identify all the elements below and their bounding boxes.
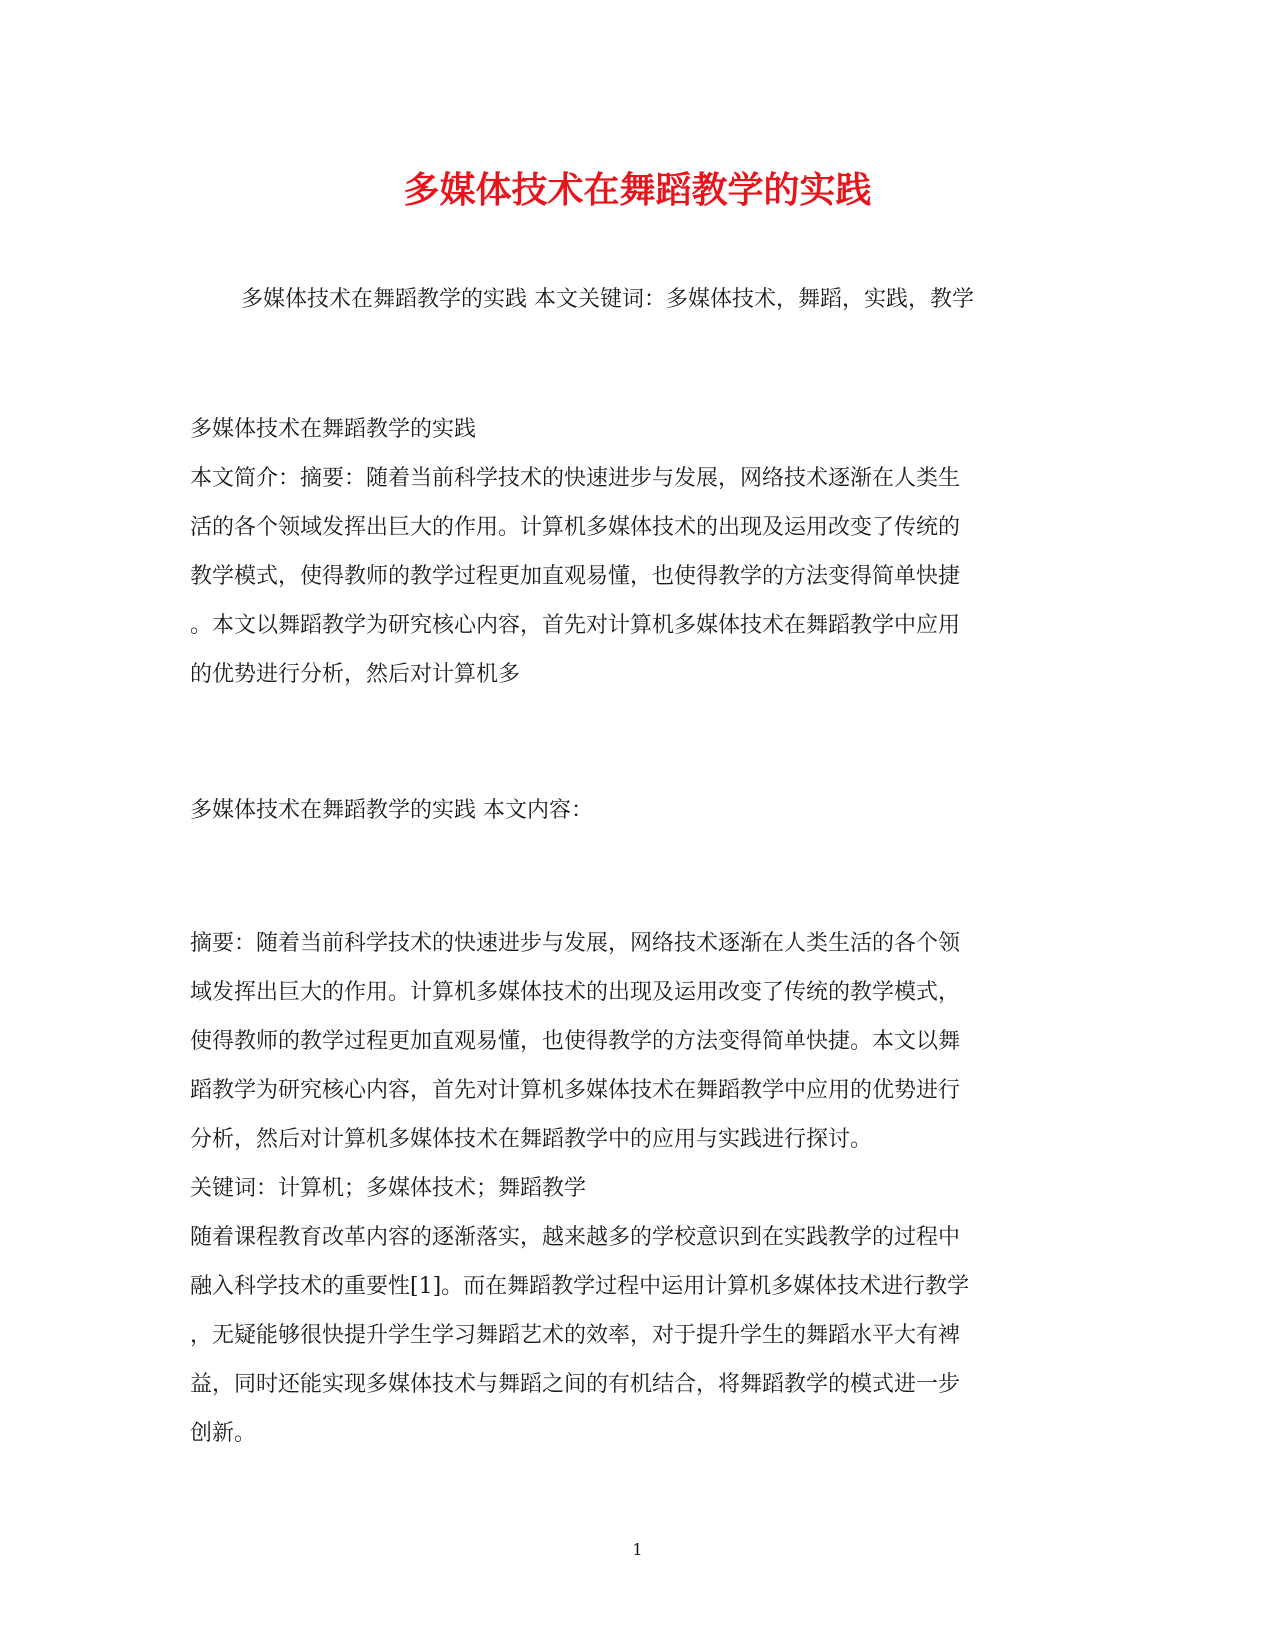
body-line: 创新。 — [190, 1421, 257, 1446]
intro-line: 本文简介：摘要：随着当前科学技术的快速进步与发展，网络技术逐渐在人类生 — [190, 466, 961, 491]
intro-line: 教学模式，使得教师的教学过程更加直观易懂，也使得教学的方法变得简单快捷 — [190, 564, 961, 589]
body-line: 摘要：随着当前科学技术的快速进步与发展，网络技术逐渐在人类生活的各个领 — [190, 931, 961, 956]
intro-line: 的优势进行分析，然后对计算机多 — [190, 662, 521, 687]
body-line: 融入科学技术的重要性[1]。而在舞蹈教学过程中运用计算机多媒体技术进行教学 — [190, 1274, 970, 1299]
intro-section — [190, 405, 1080, 699]
body-line: 分析，然后对计算机多媒体技术在舞蹈教学中的应用与实践进行探讨。 — [190, 1127, 873, 1152]
document-title: 多媒体技术在舞蹈教学的实践 — [403, 169, 872, 211]
body-line: 域发挥出巨大的作用。计算机多媒体技术的出现及运用改变了传统的教学模式， — [190, 980, 961, 1005]
keywords-line: 多媒体技术在舞蹈教学的实践 本文关键词：多媒体技术，舞蹈，实践，教学 — [241, 287, 974, 312]
content-heading: 多媒体技术在舞蹈教学的实践 本文内容： — [190, 798, 593, 823]
intro-heading: 多媒体技术在舞蹈教学的实践 — [190, 417, 477, 442]
body-line: ，无疑能够很快提升学生学习舞蹈艺术的效率，对于提升学生的舞蹈水平大有裨 — [190, 1323, 961, 1348]
body-line: 使得教师的教学过程更加直观易懂，也使得教学的方法变得简单快捷。本文以舞 — [190, 1029, 961, 1054]
body-line: 蹈教学为研究核心内容，首先对计算机多媒体技术在舞蹈教学中应用的优势进行 — [190, 1078, 961, 1103]
intro-line: 。本文以舞蹈教学为研究核心内容，首先对计算机多媒体技术在舞蹈教学中应用 — [190, 613, 961, 638]
body-line: 益，同时还能实现多媒体技术与舞蹈之间的有机结合，将舞蹈教学的模式进一步 — [190, 1372, 961, 1397]
intro-line: 活的各个领域发挥出巨大的作用。计算机多媒体技术的出现及运用改变了传统的 — [190, 515, 961, 540]
content-heading-section — [190, 786, 1080, 835]
keywords-paragraph: 关键词：计算机；多媒体技术；舞蹈教学 — [190, 1176, 587, 1201]
body-section — [190, 919, 1080, 1458]
page-number: 1 — [632, 1540, 643, 1559]
body-line: 随着课程教育改革内容的逐渐落实，越来越多的学校意识到在实践教学的过程中 — [190, 1225, 961, 1250]
